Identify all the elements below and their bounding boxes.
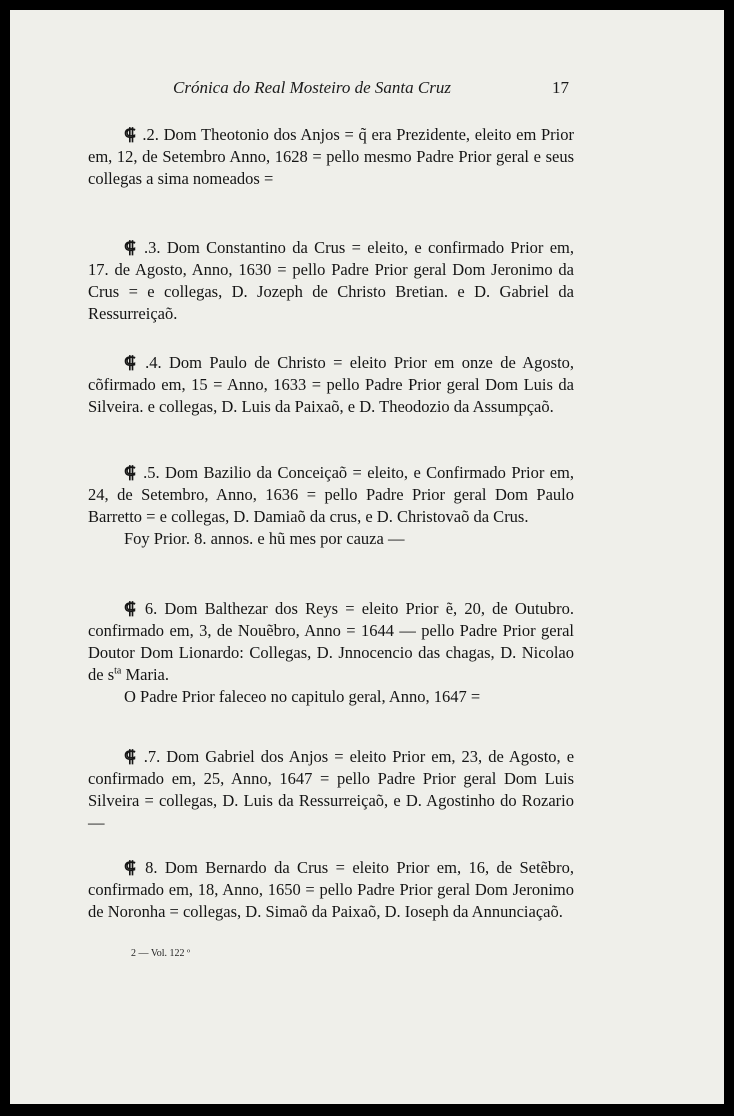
superscript: ta <box>114 665 122 677</box>
entry-text: Dom Bernardo da Crus = eleito Prior em, 16, de Setẽbro, confirmado em, 18, Anno, 1650 = pello Padre Prior geral Dom Jeronimo de Noronha = collegas, D. Simaõ da Paixaõ, D. Ioseph da Annunciaçaõ. <box>88 858 575 921</box>
entry-3 <box>88 237 574 325</box>
entry-8 <box>88 857 574 923</box>
entry-text: Dom Balthezar dos Reys = eleito Prior ẽ, 20, de Outubro. confirmado em, 3, de Nouẽbro, Anno = 1644 — pello Padre Prior geral Doutor Dom Lionardo: Collegas, D. Jnnocencio das chagas, D. Nicolao de s <box>88 599 574 684</box>
entry-note: Foy Prior. 8. annos. e hũ mes por cauza — <box>124 529 405 548</box>
entry-note: O Padre Prior faleceo no capitulo geral, Anno, 1647 = <box>124 687 481 706</box>
entry-number: .2. <box>142 125 159 144</box>
entry-text: Dom Gabriel dos Anjos = eleito Prior em, 23, de Agosto, e confirmado em, 25, Anno, 1647 = pello Padre Prior geral Dom Luis Silveira = collegas, D. Luis da Ressurreiçaõ, e D. Agostinho do Rozario — <box>88 747 575 832</box>
entry-2 <box>88 124 574 190</box>
footer-signature: 2 — Vol. 122 º <box>131 948 191 959</box>
entry-number: 8. <box>145 858 158 877</box>
entry-text: Dom Constantino da Crus = eleito, e confirmado Prior em, 17. de Agosto, Anno, 1630 = pello Padre Prior geral Dom Jeronimo da Crus = e collegas, D. Jozeph de Christo Bretian. e D. Gabriel da Ressurreiçaõ. <box>88 238 574 323</box>
entry-number: .4. <box>145 353 162 372</box>
pilcrow-icon: ⸿ <box>124 353 136 372</box>
entry-5 <box>88 462 574 550</box>
entry-4 <box>88 352 574 418</box>
entry-number: .7. <box>143 747 161 766</box>
entry-text-end: Maria. <box>121 665 169 684</box>
entry-text: Dom Theotonio dos Anjos = q̃ era Prezidente, eleito em Prior em, 12, de Setembro Anno, 1628 = pello mesmo Padre Prior geral e seus collegas a sima nomeados = <box>88 125 575 188</box>
entry-text: Dom Bazilio da Conceiçaõ = eleito, e Confirmado Prior em, 24, de Setembro, Anno, 1636 = pello Padre Prior geral Dom Paulo Barretto = e collegas, D. Damiaõ da crus, e D. Christovaõ da Crus. <box>88 463 575 526</box>
pilcrow-icon: ⸿ <box>124 747 136 766</box>
pilcrow-icon: ⸿ <box>124 599 136 618</box>
entry-number: 6. <box>144 599 158 618</box>
pilcrow-icon: ⸿ <box>124 238 136 257</box>
pilcrow-icon: ⸿ <box>124 463 136 482</box>
page-number: 17 <box>552 78 569 97</box>
entry-7 <box>88 746 574 834</box>
entry-text: Dom Paulo de Christo = eleito Prior em onze de Agosto, cõfirmado em, 15 = Anno, 1633 = pello Padre Prior geral Dom Luis da Silveira. e collegas, D. Luis da Paixaõ, e D. Theodozio da Assumpçaõ. <box>88 353 575 416</box>
entry-6 <box>88 598 574 708</box>
pilcrow-icon: ⸿ <box>124 125 136 144</box>
pilcrow-icon: ⸿ <box>124 858 136 877</box>
entry-number: .3. <box>144 238 161 257</box>
header-title: Crónica do Real Mosteiro de Santa Cruz <box>173 78 451 97</box>
running-header <box>173 78 569 100</box>
entry-number: .5. <box>143 463 160 482</box>
